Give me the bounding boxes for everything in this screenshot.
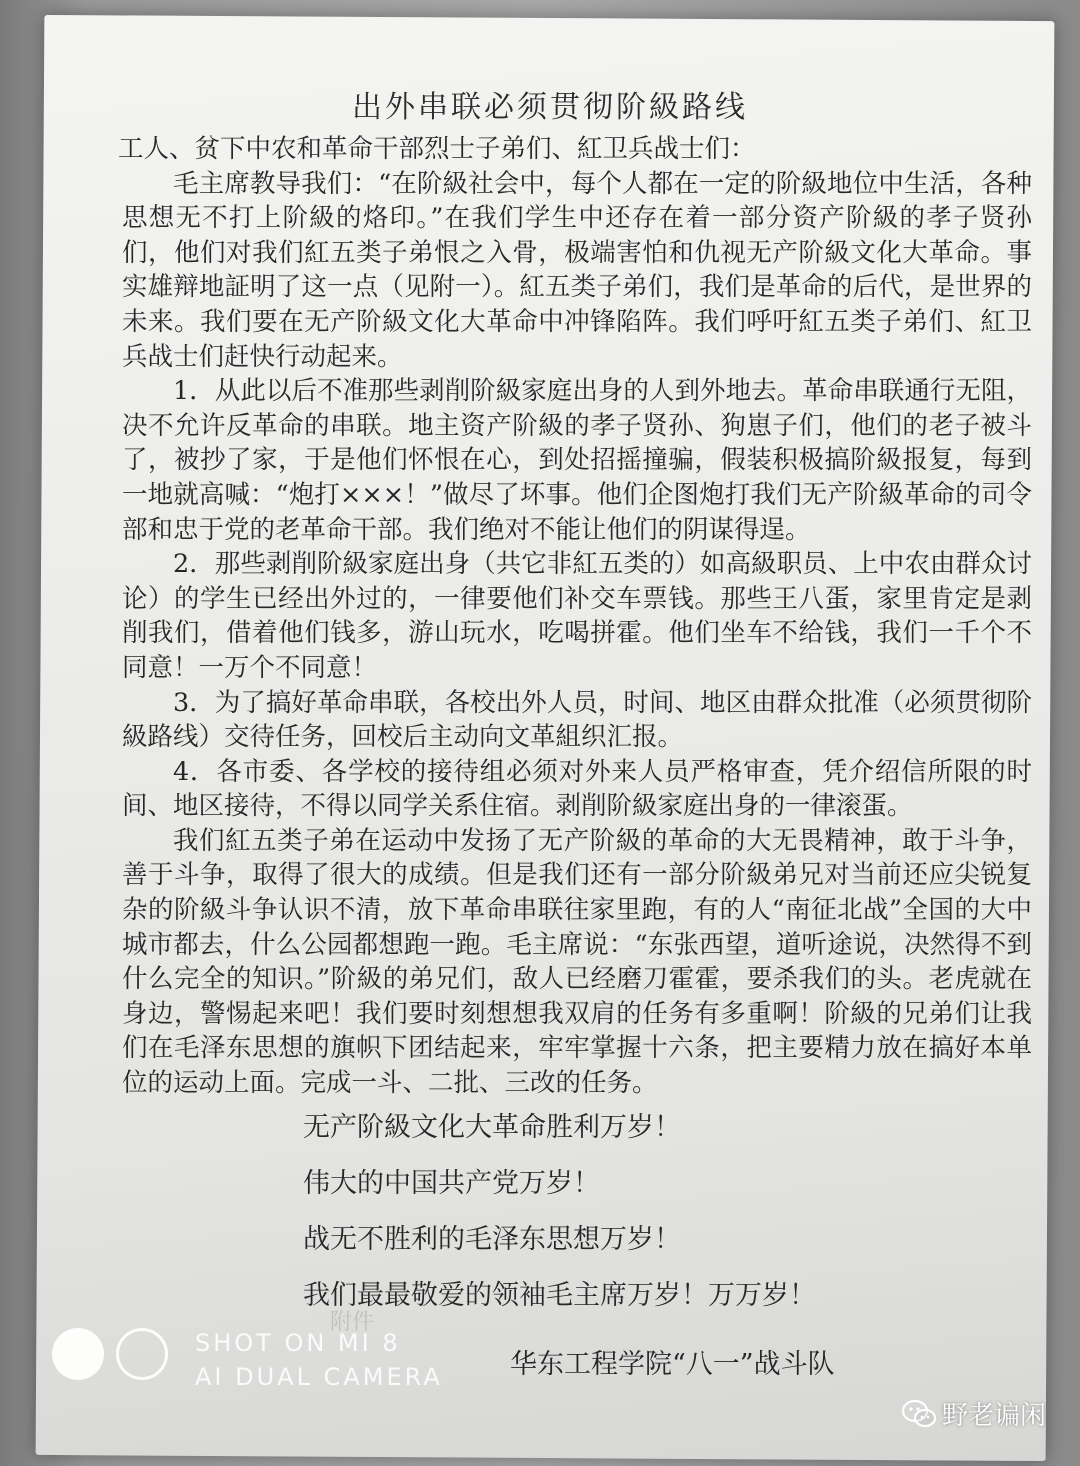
slogan-list (303, 1100, 1003, 1324)
paragraph-point-1: 1．从此以后不准那些剥削阶級家庭出身的人到外地去。革命串联通行无阻，决不允许反革命的串联。地主资产阶級的孝子贤孙、狗崽子们，他们的老子被斗了，被抄了家，于是他们怀恨在心，到处招摇撞骗，假装积极搞阶級报复，每到一地就高喊：“炮打×××！”做尽了坏事。他们企图炮打我们无产阶級革命的司令部和忠于党的老革命干部。我们绝对不能让他们的阴谋得逞。 (122, 376, 1032, 545)
paragraph-point-2: 2．那些剥削阶級家庭出身（共它非紅五类的）如高級职员、上中农由群众讨论）的学生已经出外过的，一律要他们补交车票钱。那些王八蛋，家里肯定是剥削我们，借着他们钱多，游山玩水，吃喝拼霍。他们坐车不给钱，我们一千个不同意！一万个不同意！ (122, 549, 1032, 683)
bleed-through-text: 附件 (330, 1310, 375, 1335)
paragraph-closing: 我们紅五类子弟在运动中发扬了无产阶級的革命的大无畏精神，敢于斗争，善于斗争，取得了很大的成绩。但是我们还有一部分阶級弟兄对当前还应尖锐复杂的阶級斗争认识不清，放下革命串联往家里跑，有的人“南征北战”全国的大中城市都去，什么公园都想跑一跑。毛主席说：“东张西望，道听途说，决然得不到什么完全的知识。”阶級的弟兄们，敌人已经磨刀霍霍，要杀我们的头。老虎就在身边，警惕起来吧！我们要时刻想想我双肩的任务有多重啊！阶級的兄弟们让我们在毛泽东思想的旗帜下团结起来，牢牢掌握十六条，把主要精力放在搞好本单位的运动上面。完成一斗、二批、三改的任务。 (122, 825, 1032, 1099)
slogan: 伟大的中国共产党万岁！ (303, 1168, 600, 1199)
slogan: 战无不胜利的毛泽东思想万岁！ (303, 1224, 681, 1255)
signature: 华东工程学院“八一”战斗队 (510, 1349, 835, 1380)
ring-circle-icon (116, 1328, 168, 1380)
paragraph-point-3: 3．为了搞好革命串联，各校出外人员，时间、地区由群众批准（必须贯彻阶級路线）交待任务，回校后主动向文革組织汇报。 (122, 687, 1032, 753)
camera-watermark-line1: SHOT ON MI 8 (195, 1329, 401, 1357)
document-title: 出外串联必须贯彻阶級路线 (352, 90, 748, 125)
camera-watermark-line2: AI DUAL CAMERA (195, 1363, 443, 1391)
paragraph-intro: 毛主席教导我们：“在阶級社会中，每个人都在一定的阶級地位中生活，各种思想无不打上阶級的烙印。”在我们学生中还存在着一部分资产阶級的孝子贤孙们，他们对我们紅五类子弟恨之入骨，极端害怕和仇视无产阶級文化大革命。事实雄辩地証明了这一点（见附一）。紅五类子弟们，我们是革命的后代，是世界的未来。我们要在无产阶級文化大革命中冲锋陷阵。我们呼吁紅五类子弟们、紅卫兵战士们赶快行动起来。 (122, 168, 1032, 372)
slogan: 我们最最敬爱的领袖毛主席万岁！万万岁！ (303, 1280, 816, 1311)
account-name: 野老谝闲 (942, 1401, 1047, 1431)
camera-watermark (195, 1326, 443, 1394)
camera-logo-icon (52, 1328, 172, 1380)
slogan: 无产阶級文化大革命胜利万岁！ (303, 1112, 681, 1143)
salutation: 工人、贫下中农和革命干部烈士子弟们、紅卫兵战士们： (118, 134, 756, 164)
document-body (118, 132, 1032, 1101)
paragraph-point-4: 4．各市委、各学校的接待组必须对外来人员严格审查，凭介绍信所限的时间、地区接待，不得以同学关系住宿。剥削阶級家庭出身的一律滚蛋。 (122, 756, 1032, 822)
filled-circle-icon (52, 1328, 104, 1380)
account-tag (902, 1395, 1046, 1432)
wechat-icon (902, 1399, 936, 1429)
